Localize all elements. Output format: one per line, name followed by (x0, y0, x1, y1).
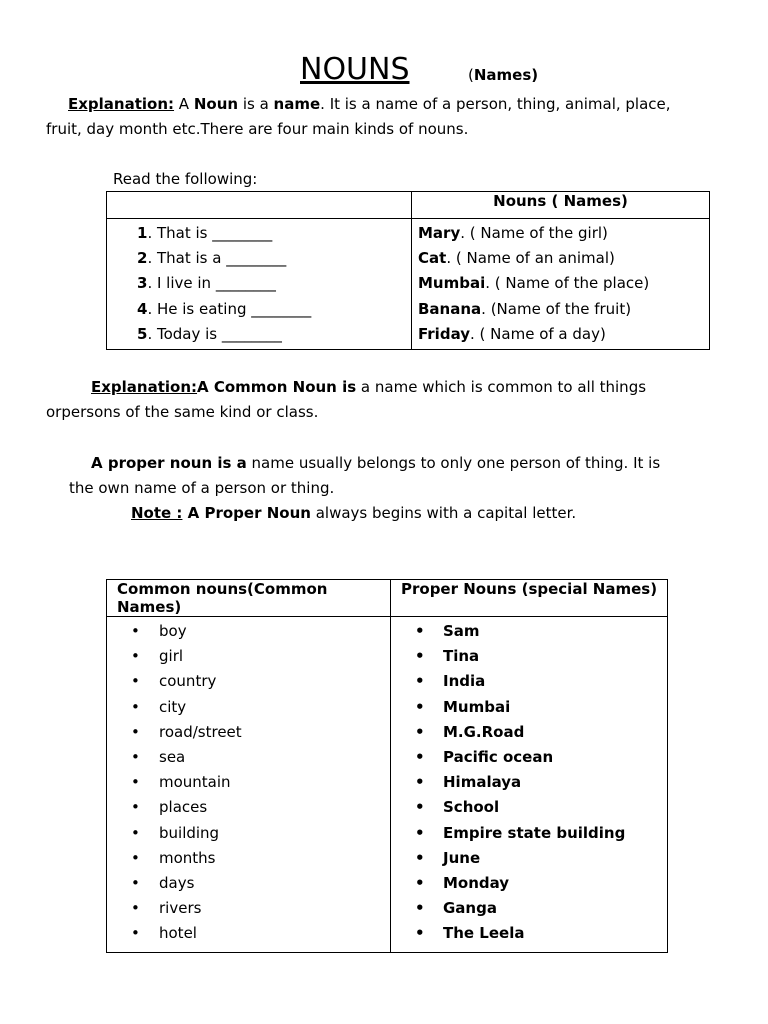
nouns-list (412, 219, 709, 349)
sentence-row (137, 246, 411, 271)
common-noun-item: • days (131, 871, 390, 896)
proper-noun-item: • Mumbai (415, 695, 667, 720)
sentence-number: 2 (137, 249, 148, 268)
sentences-table (106, 191, 710, 350)
noun-row (418, 297, 709, 322)
title-main: NOUNS (300, 52, 410, 87)
proper-noun-item: • Monday (415, 871, 667, 896)
proper-noun-item: • The Leela (415, 921, 667, 946)
noun-description: . (Name of the fruit) (481, 299, 632, 318)
sentence-text: . That is ________ (147, 224, 273, 242)
proper-noun-item: • School (415, 795, 667, 820)
explanation-paragraph-line1: Explanation: A Noun is a name. It is a name of a person, thing, animal, place, (68, 95, 671, 113)
sentence-row (137, 322, 411, 347)
sentences-header-blank (107, 192, 412, 219)
sentence-text: . I live in ________ (147, 274, 276, 293)
noun-description: . ( Name of the girl) (460, 224, 608, 242)
sentences-list (107, 219, 411, 349)
common-noun-item: • mountain (131, 770, 390, 795)
common-nouns-list (107, 617, 390, 952)
nouns-table (106, 579, 668, 953)
note-label: Note : (131, 504, 183, 522)
common-noun-item: • road/street (131, 720, 390, 745)
proper-noun-item: • June (415, 846, 667, 871)
sentence-number: 1 (137, 224, 148, 242)
common-noun-item: • months (131, 846, 390, 871)
sentence-row (137, 271, 411, 296)
page-title (300, 50, 410, 90)
common-noun-item: • city (131, 695, 390, 720)
noun-word: Mary (418, 224, 461, 242)
noun-row (418, 246, 709, 271)
sentence-text: . That is a ________ (147, 249, 287, 268)
proper-noun-item: • Sam (415, 619, 667, 644)
proper-nouns-list (391, 617, 667, 952)
common-noun-explanation-line1: Explanation:A Common Noun is a name which is common to all things (91, 378, 647, 396)
noun-word: Friday (418, 324, 471, 343)
sentence-text: . Today is ________ (147, 324, 282, 343)
common-noun-item: • places (131, 795, 390, 820)
common-noun-item: • hotel (131, 921, 390, 946)
common-noun-item: • sea (131, 745, 390, 770)
proper-noun-item: • India (415, 669, 667, 694)
explanation-paragraph-line2: fruit, day month etc.There are four main kinds of nouns. (46, 120, 469, 138)
sentence-number: 4 (137, 299, 148, 318)
proper-noun-item: • Himalaya (415, 770, 667, 795)
common-noun-explanation-line2: orpersons of the same kind or class. (46, 403, 319, 421)
noun-description: . ( Name of an animal) (446, 249, 615, 268)
common-noun-item: • boy (131, 619, 390, 644)
sentence-number: 5 (137, 324, 148, 343)
sentence-text: . He is eating ________ (147, 299, 312, 318)
note-line: Note : A Proper Noun always begins with a capital letter. (131, 504, 577, 522)
sentence-row (137, 297, 411, 322)
proper-noun-item: • Empire state building (415, 821, 667, 846)
noun-word: Cat (418, 249, 447, 268)
common-noun-item: • building (131, 821, 390, 846)
proper-noun-explanation-line2: the own name of a person or thing. (69, 479, 335, 497)
sentence-row (137, 221, 411, 246)
proper-noun-explanation-line1: A proper noun is a name usually belongs to only one person of thing. It is (91, 454, 661, 472)
proper-noun-item: • M.G.Road (415, 720, 667, 745)
noun-description: . ( Name of a day) (470, 324, 606, 343)
noun-description: . ( Name of the place) (485, 274, 650, 293)
common-noun-item: • girl (131, 644, 390, 669)
noun-row (418, 221, 709, 246)
explanation-label: Explanation: (68, 95, 175, 113)
common-nouns-header: Common nouns(Common Names) (107, 580, 391, 617)
explanation-label: Explanation: (91, 378, 198, 396)
proper-noun-item: • Pacific ocean (415, 745, 667, 770)
noun-word: Banana (418, 299, 482, 318)
sentence-number: 3 (137, 274, 148, 293)
noun-word: Mumbai (418, 274, 486, 293)
common-noun-item: • country (131, 669, 390, 694)
common-noun-item: • rivers (131, 896, 390, 921)
proper-nouns-header: Proper Nouns (special Names) (391, 580, 668, 617)
noun-row (418, 271, 709, 296)
proper-noun-item: • Ganga (415, 896, 667, 921)
sentences-header-nouns: Nouns ( Names) (412, 192, 710, 219)
proper-noun-item: • Tina (415, 644, 667, 669)
noun-row (418, 322, 709, 347)
read-following-label: Read the following: (113, 170, 258, 188)
page-subtitle: (Names) (468, 66, 539, 84)
